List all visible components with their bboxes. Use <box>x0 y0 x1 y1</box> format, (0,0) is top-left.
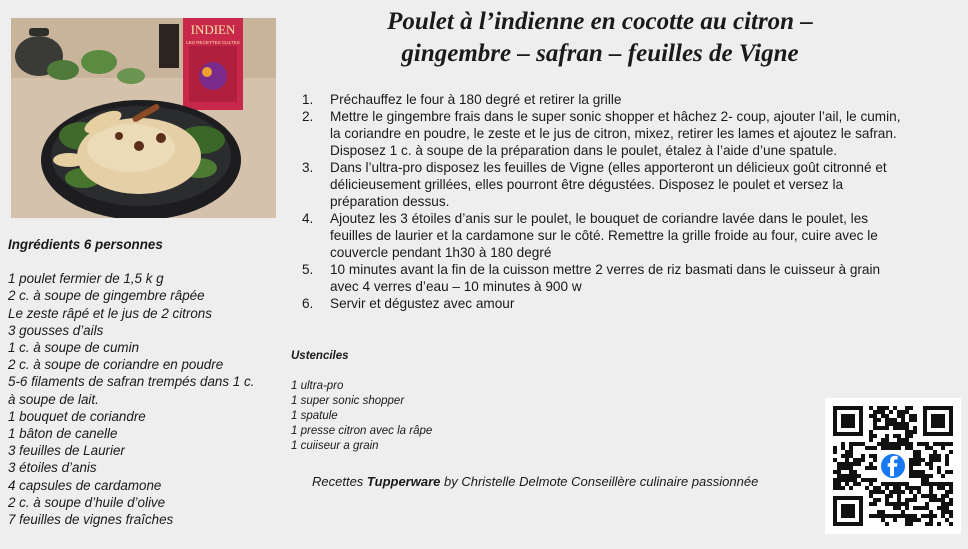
ingredient-item: 7 feuilles de vignes fraîches <box>8 512 174 528</box>
facebook-icon <box>881 454 905 478</box>
ingredient-item: 2 c. à soupe de coriandre en poudre <box>8 357 224 373</box>
step-number: 4. <box>302 211 314 226</box>
step-number: 1. <box>302 92 314 107</box>
recipe-steps <box>302 91 902 312</box>
ingredient-item: 4 capsules de cardamone <box>8 477 162 493</box>
ingredients-section <box>8 236 288 528</box>
step-text: Servir et dégustez avec amour <box>330 296 515 311</box>
step-item <box>302 91 902 108</box>
recipe-title <box>290 6 910 70</box>
ingredient-item: 2 c. à soupe de gingembre râpée <box>8 288 205 304</box>
utensil-item: 1 cuiiseur a grain <box>291 440 379 452</box>
step-item <box>302 108 902 159</box>
credit-suffix: by Christelle Delmote Conseillère culinaire passionnée <box>440 474 759 489</box>
ingredient-item: 1 bâton de canelle <box>8 426 118 442</box>
step-text: Préchauffez le four à 180 degré et retirer la grille <box>330 92 622 107</box>
step-number: 5. <box>302 262 314 277</box>
step-number: 3. <box>302 160 314 175</box>
utensil-item: 1 super sonic shopper <box>291 395 405 407</box>
book-title: INDIEN <box>190 22 236 37</box>
step-text: Ajoutez les 3 étoiles d’anis sur le poulet, le bouquet de coriandre lavée dans le poulet, les feuilles de laurier et la cardamone sur le côté. Remettre la grille froide au four, cuire avec le couvercle pendant 1h30 à 180 degré <box>330 211 878 260</box>
ingredient-item: 1 bouquet de coriandre <box>8 408 146 424</box>
ingredient-item: 1 c. à soupe de cumin <box>8 340 140 356</box>
ingredient-item: 3 gousses d’ails <box>8 322 104 338</box>
ingredients-heading: Ingrédients 6 personnes <box>8 237 163 252</box>
step-item <box>302 295 902 312</box>
utensil-item: 1 presse citron avec la râpe <box>291 425 433 437</box>
ingredient-item: 1 poulet fermier de 1,5 k g <box>8 271 164 287</box>
step-item <box>302 210 902 261</box>
step-text: Mettre le gingembre frais dans le super sonic shopper et hâchez 2- coup, ajouter l’ail, le cumin, la coriandre en poudre, le zeste et le jus de citron, mixez, retirer les lames et ajoutez le safran. Disposez 1 c. à soupe de la préparation dans le poulet, étalez à l’aide d’une spatule. <box>330 109 901 158</box>
step-number: 6. <box>302 296 314 311</box>
title-line-1: Poulet à l’indienne en cocotte au citron – <box>387 8 813 35</box>
utensil-item: 1 ultra-pro <box>291 380 344 392</box>
utensil-item: 1 spatule <box>291 410 338 422</box>
credit-prefix: Recettes <box>312 474 367 489</box>
title-line-2: gingembre – safran – feuilles de Vigne <box>401 40 799 67</box>
utensils-section <box>291 349 591 454</box>
step-item <box>302 159 902 210</box>
qr-code-graphic <box>825 398 961 534</box>
step-number: 2. <box>302 109 314 124</box>
utensils-heading: Ustenciles <box>291 350 349 362</box>
step-text: Dans l’ultra-pro disposez les feuilles de Vigne (elles apporteront un délicieux goût citronné et délicieusement grillées, elles pourront être dégustées. Disposez le poulet et versez la préparation dessus. <box>330 160 887 209</box>
ingredient-item: 2 c. à soupe d’huile d’olive <box>8 494 166 510</box>
ingredient-item: Le zeste râpé et le jus de 2 citrons <box>8 305 212 321</box>
step-text: 10 minutes avant la fin de la cuisson mettre 2 verres de riz basmati dans le cuisseur à grain avec 4 verres d’eau – 10 minutes à 900 w <box>330 262 881 294</box>
qr-code[interactable] <box>825 398 961 534</box>
ingredient-item: 3 étoiles d’anis <box>8 460 97 476</box>
ingredient-item: 5-6 filaments de safran trempés dans 1 c. <box>8 374 255 390</box>
dish-photo <box>11 18 276 218</box>
ingredient-item: 3 feuilles de Laurier <box>8 443 125 459</box>
ingredient-item: à soupe de lait. <box>8 391 99 407</box>
credit-brand: Tupperware <box>366 474 441 489</box>
step-item <box>302 261 902 295</box>
credit-line <box>312 473 832 490</box>
book-subtitle: LES RECETTES CULTES <box>186 40 240 45</box>
